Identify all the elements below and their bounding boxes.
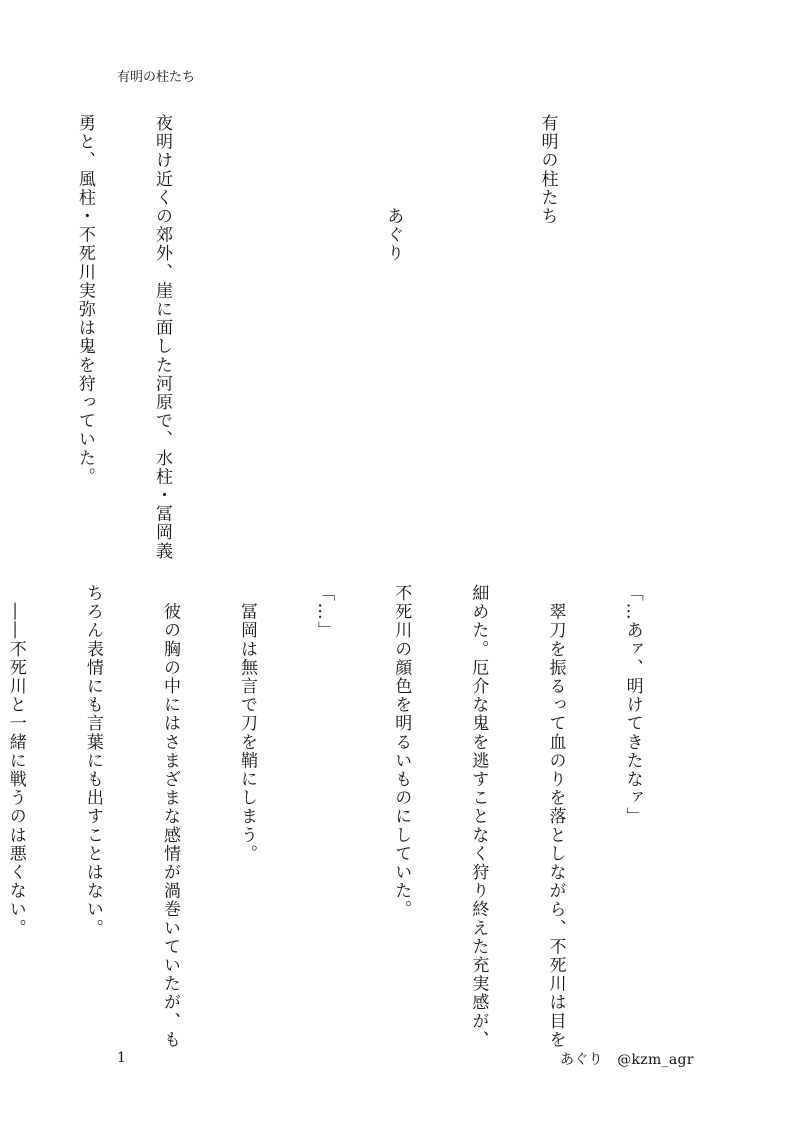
running-header: 有明の柱たち	[117, 70, 196, 85]
text-line: 夜明け近くの郊外、崖に面した河原で、水柱・冨岡義	[151, 114, 172, 561]
story-title: 有明の柱たち	[537, 114, 558, 226]
text-line: 不死川の顔色を明るいものにしていた。	[391, 584, 412, 919]
text-line	[302, 114, 328, 562]
text-line	[611, 114, 637, 562]
lower-text-block	[0, 584, 696, 1049]
text-line: 「…」	[314, 584, 335, 640]
text-line: 翠刀を振るって血のりを落としながら、不死川は目を	[545, 584, 566, 1049]
story-author: あぐり	[383, 114, 404, 263]
text-line: 細めた。厄介な鬼を逃すことなく狩り終えた充実感が、	[468, 584, 489, 1049]
text-line	[0, 114, 20, 562]
text-line: 冨岡は無言で刀を鞘にしまう。	[237, 584, 258, 863]
text-line	[457, 114, 483, 562]
upper-text-block	[0, 114, 688, 562]
text-line: ――不死川と一緒に戦うのは悪くない。	[5, 584, 26, 938]
text-line: ちろん表情にも言葉にも出すことはない。	[82, 584, 103, 938]
text-line: 彼の胸の中にはさまざまな感情が渦巻いていたが、も	[159, 584, 180, 1049]
author-credit: あぐり @kzm_agr	[560, 1052, 694, 1068]
text-line	[225, 114, 251, 562]
page-number: 1	[117, 1050, 126, 1066]
text-line: 勇と、風柱・不死川実弥は鬼を狩っていた。	[74, 114, 95, 486]
text-line: 「…あァ、明けてきたなァ」	[622, 584, 643, 826]
